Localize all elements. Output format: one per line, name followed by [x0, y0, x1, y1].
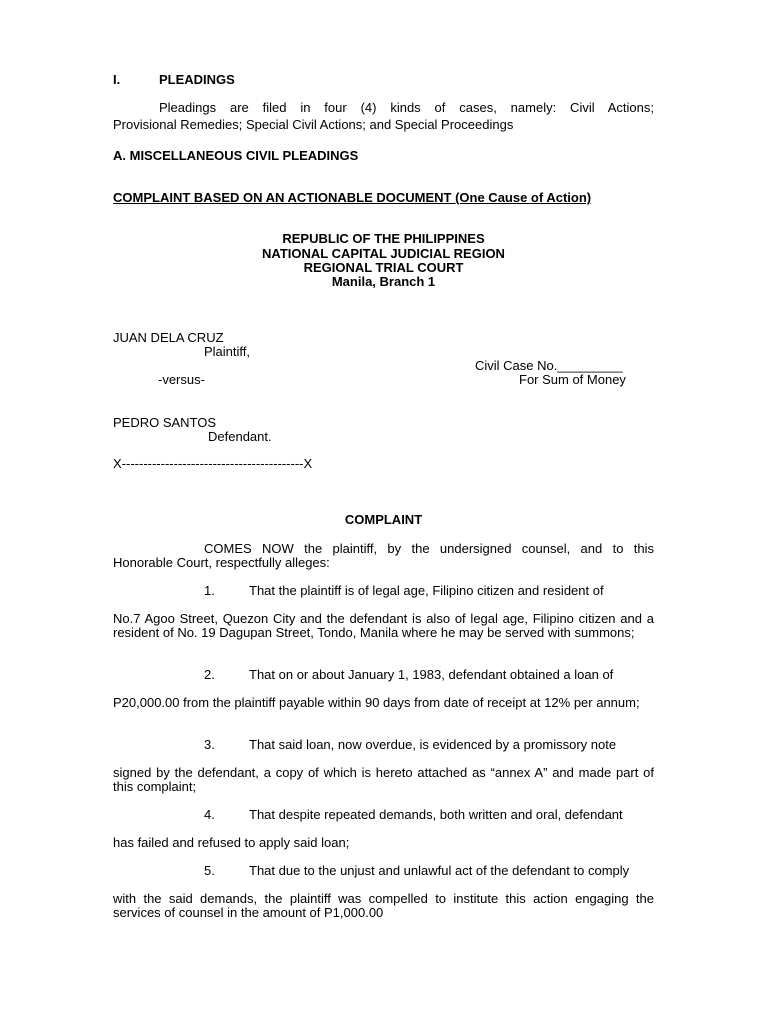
- defendant-role: Defendant.: [208, 429, 272, 444]
- opening-line-2: Honorable Court, respectfully alleges:: [113, 555, 330, 570]
- defendant-name: PEDRO SANTOS: [113, 415, 217, 430]
- court-line-4: Manila, Branch 1: [331, 274, 436, 289]
- court-line-1: REPUBLIC OF THE PHILIPPINES: [282, 231, 485, 246]
- allegation-first-line: That due to the unjust and unlawful act of the defendant to comply: [249, 863, 630, 878]
- section-number: I.: [113, 72, 121, 87]
- intro-line-1: Pleadings are filed in four (4) kinds of cases, namely: Civil Actions;: [159, 100, 654, 115]
- plaintiff-role: Plaintiff,: [204, 344, 251, 359]
- court-line-2: NATIONAL CAPITAL JUDICIAL REGION: [262, 246, 505, 261]
- case-nature: For Sum of Money: [519, 372, 626, 387]
- allegation-first-line: That the plaintiff is of legal age, Filipino citizen and resident of: [249, 583, 604, 598]
- allegation-body: with the said demands, the plaintiff was compelled to institute this action engaging the services of counsel in the amount of P1,000.00: [113, 891, 654, 920]
- allegation-number: 4.: [204, 807, 215, 822]
- section-title: PLEADINGS: [159, 72, 235, 87]
- versus-label: -versus-: [158, 372, 205, 387]
- form-title: COMPLAINT BASED ON AN ACTIONABLE DOCUMENT (One Cause of Action): [113, 190, 592, 205]
- complaint-heading: COMPLAINT: [344, 512, 423, 527]
- section-intro: [113, 101, 654, 132]
- intro-line-2: Provisional Remedies; Special Civil Actions; and Special Proceedings: [113, 117, 514, 132]
- allegation-body: No.7 Agoo Street, Quezon City and the defendant is also of legal age, Filipino citizen and a resident of No. 19 Dagupan Street, Tondo, Manila where he may be served with summons;: [113, 611, 654, 640]
- allegation-body: signed by the defendant, a copy of which is hereto attached as “annex A” and made part of this complaint;: [113, 765, 654, 794]
- allegation-body: has failed and refused to apply said loan;: [113, 835, 350, 850]
- court-line-3: REGIONAL TRIAL COURT: [303, 260, 464, 275]
- caption-separator: X------------------------------------------X: [113, 456, 313, 471]
- allegation-first-line: That on or about January 1, 1983, defendant obtained a loan of: [249, 667, 614, 682]
- allegation-first-line: That despite repeated demands, both written and oral, defendant: [249, 807, 623, 822]
- allegation-number: 1.: [204, 583, 215, 598]
- case-number: Civil Case No._________: [475, 358, 623, 373]
- opening-paragraph: [113, 542, 654, 570]
- subsection-title: A. MISCELLANEOUS CIVIL PLEADINGS: [113, 148, 359, 163]
- allegation-first-line: That said loan, now overdue, is evidenced by a promissory note: [249, 737, 617, 752]
- allegation-body: P20,000.00 from the plaintiff payable within 90 days from date of receipt at 12% per annum;: [113, 695, 640, 710]
- allegation-number: 5.: [204, 863, 215, 878]
- allegation-number: 2.: [204, 667, 215, 682]
- plaintiff-name: JUAN DELA CRUZ: [113, 330, 224, 345]
- opening-line-1: COMES NOW the plaintiff, by the undersigned counsel, and to this: [204, 541, 654, 556]
- allegation-number: 3.: [204, 737, 215, 752]
